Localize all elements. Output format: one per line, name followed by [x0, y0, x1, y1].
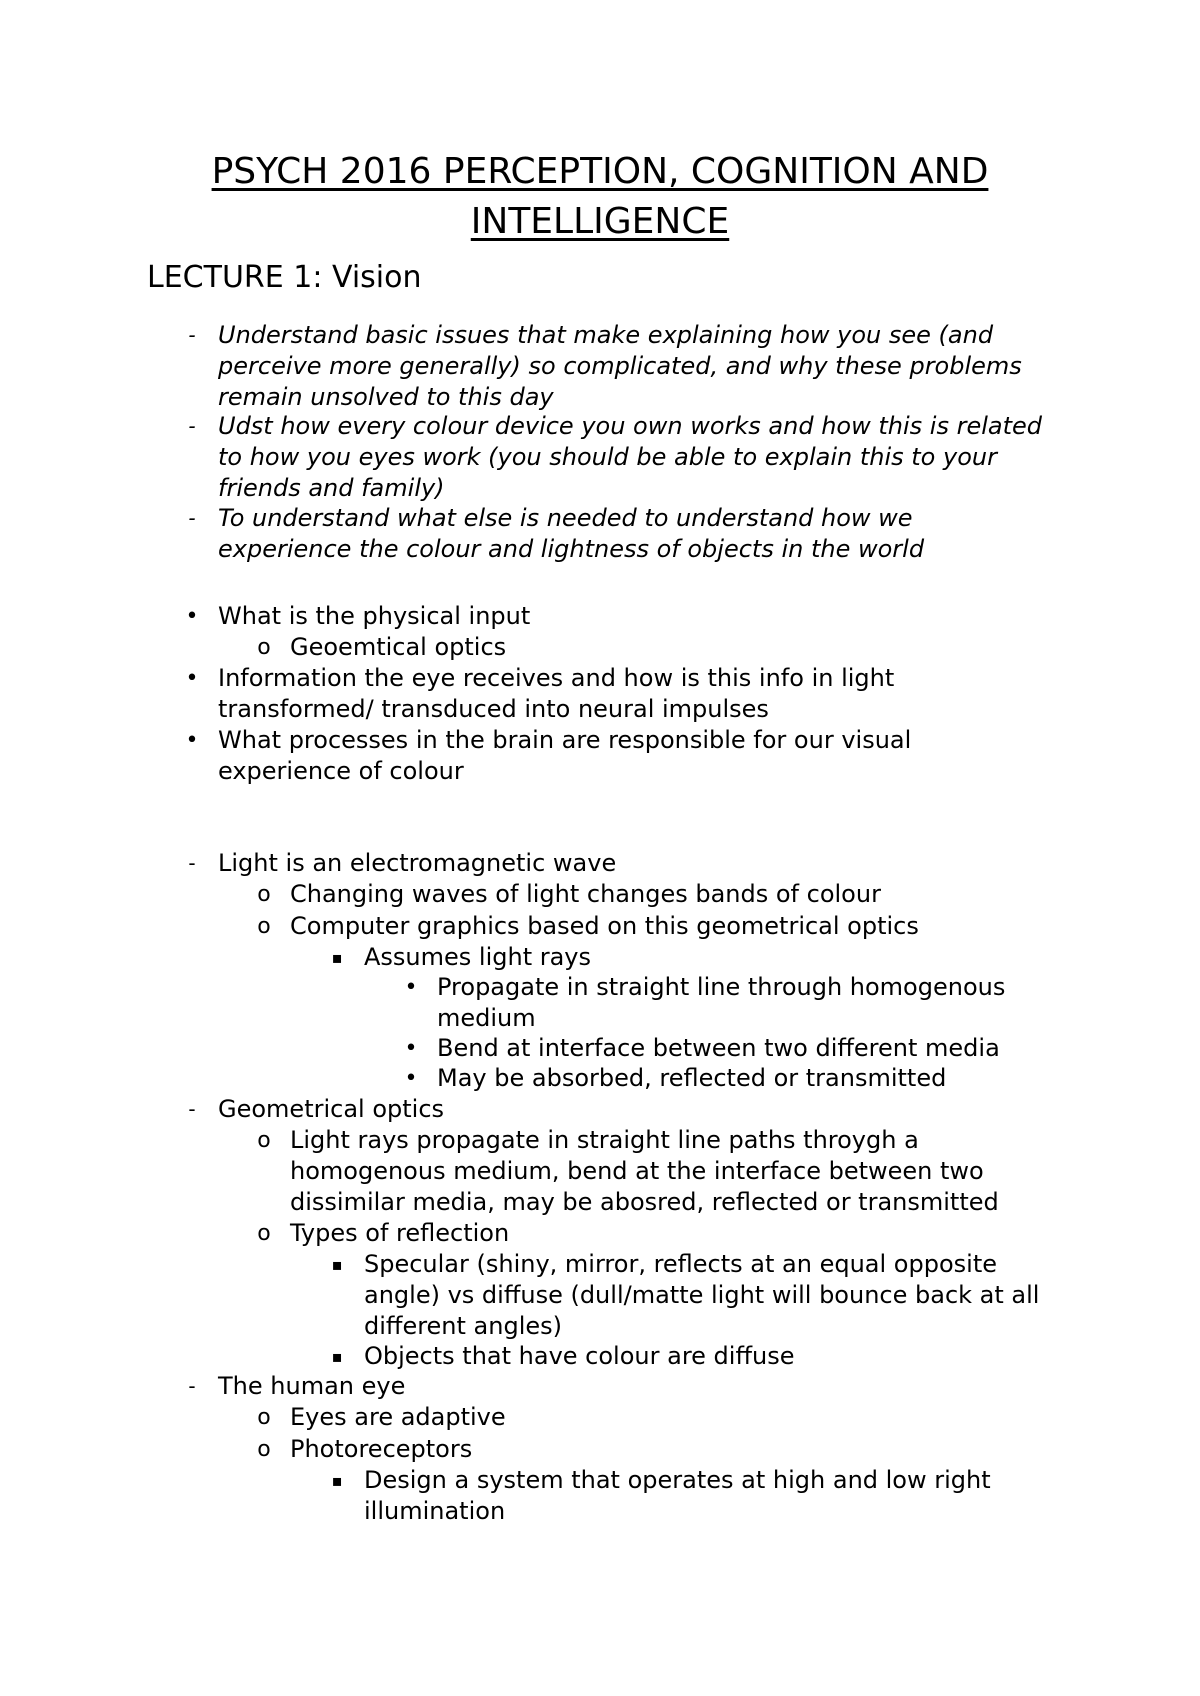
- bullet-marker: o: [257, 1437, 271, 1462]
- item-text-line: perceive more generally) so complicated, and why these problems: [218, 352, 1022, 380]
- notes-item: [0, 848, 1200, 879]
- item-text-line: Bend at interface between two different media: [437, 1034, 1000, 1062]
- notes-item: [0, 1402, 1200, 1433]
- item-text-line: Udst how every colour device you own works and how this is related: [218, 412, 1042, 440]
- bullet-marker: •: [404, 975, 418, 1000]
- bullet-marker: ▪: [331, 1255, 343, 1274]
- bullet-marker: o: [257, 882, 271, 907]
- objectives-item: [0, 411, 1200, 504]
- questions-item: [0, 632, 1200, 663]
- bullet-marker: -: [188, 1374, 196, 1398]
- item-text-line: Geoemtical optics: [290, 633, 507, 661]
- bullet-marker: o: [257, 914, 271, 939]
- objectives-item: [0, 503, 1200, 565]
- item-text-line: illumination: [364, 1497, 506, 1525]
- item-text-line: Photoreceptors: [290, 1435, 473, 1463]
- bullet-marker: -: [188, 1097, 196, 1121]
- item-text-line: to how you eyes work (you should be able to explain this to your: [218, 443, 997, 471]
- notes-item: [0, 1033, 1200, 1064]
- item-text-line: The human eye: [218, 1372, 406, 1400]
- bullet-marker: -: [188, 414, 196, 438]
- item-text-line: Assumes light rays: [364, 943, 592, 971]
- notes-item: [0, 879, 1200, 910]
- item-text-line: Geometrical optics: [218, 1095, 445, 1123]
- bullet-marker: ▪: [331, 948, 343, 967]
- notes-item: [0, 1094, 1200, 1125]
- questions-item: [0, 725, 1200, 787]
- notes-item: [0, 911, 1200, 942]
- notes-item: [0, 1341, 1200, 1372]
- item-text-line: homogenous medium, bend at the interface between two: [290, 1157, 984, 1185]
- item-text-line: angle) vs diffuse (dull/matte light will bounce back at all: [364, 1281, 1040, 1309]
- item-text-line: experience of colour: [218, 757, 464, 785]
- bullet-marker: o: [257, 1221, 271, 1246]
- item-text-line: Understand basic issues that make explaining how you see (and: [218, 321, 994, 349]
- item-text-line: different angles): [364, 1312, 563, 1340]
- bullet-marker: •: [404, 1066, 418, 1091]
- item-text-line: transformed/ transduced into neural impulses: [218, 695, 769, 723]
- item-text-line: Objects that have colour are diffuse: [364, 1342, 795, 1370]
- bullet-marker: ▪: [331, 1471, 343, 1490]
- notes-item: [0, 1249, 1200, 1342]
- bullet-marker: o: [257, 635, 271, 660]
- bullet-marker: •: [404, 1036, 418, 1061]
- item-text-line: Changing waves of light changes bands of colour: [290, 880, 881, 908]
- questions-item: [0, 601, 1200, 632]
- bullet-marker: o: [257, 1128, 271, 1153]
- notes-item: [0, 1434, 1200, 1465]
- item-text-line: What is the physical input: [218, 602, 531, 630]
- bullet-marker: •: [185, 666, 199, 691]
- bullet-marker: ▪: [331, 1347, 343, 1366]
- objectives-item: [0, 320, 1200, 413]
- questions-item: [0, 663, 1200, 725]
- notes-item: [0, 1371, 1200, 1402]
- notes-item: [0, 942, 1200, 973]
- bullet-marker: -: [188, 506, 196, 530]
- bullet-marker: -: [188, 851, 196, 875]
- bullet-marker: -: [188, 323, 196, 347]
- item-text-line: Computer graphics based on this geometrical optics: [290, 912, 919, 940]
- item-text-line: medium: [437, 1004, 536, 1032]
- lecture-heading: LECTURE 1: Vision: [147, 260, 422, 295]
- title-line-1: PSYCH 2016 PERCEPTION, COGNITION AND: [211, 151, 989, 192]
- item-text-line: Design a system that operates at high and low right: [364, 1466, 991, 1494]
- item-text-line: Information the eye receives and how is this info in light: [218, 664, 895, 692]
- item-text-line: friends and family): [218, 474, 445, 502]
- notes-item: [0, 1218, 1200, 1249]
- item-text-line: Light is an electromagnetic wave: [218, 849, 617, 877]
- notes-item: [0, 1063, 1200, 1094]
- bullet-marker: •: [185, 728, 199, 753]
- item-text-line: Propagate in straight line through homogenous: [437, 973, 1006, 1001]
- item-text-line: remain unsolved to this day: [218, 383, 554, 411]
- item-text-line: Types of reflection: [290, 1219, 510, 1247]
- item-text-line: What processes in the brain are responsible for our visual: [218, 726, 912, 754]
- notes-item: [0, 1125, 1200, 1218]
- bullet-marker: •: [185, 604, 199, 629]
- item-text-line: Eyes are adaptive: [290, 1403, 506, 1431]
- notes-item: [0, 972, 1200, 1034]
- bullet-marker: o: [257, 1405, 271, 1430]
- item-text-line: Light rays propagate in straight line paths throygh a: [290, 1126, 919, 1154]
- item-text-line: Specular (shiny, mirror, reflects at an equal opposite: [364, 1250, 997, 1278]
- notes-item: [0, 1465, 1200, 1527]
- item-text-line: experience the colour and lightness of objects in the world: [218, 535, 925, 563]
- item-text-line: dissimilar media, may be abosred, reflected or transmitted: [290, 1188, 999, 1216]
- item-text-line: To understand what else is needed to understand how we: [218, 504, 913, 532]
- title-line-2: INTELLIGENCE: [470, 201, 730, 242]
- item-text-line: May be absorbed, reflected or transmitted: [437, 1064, 947, 1092]
